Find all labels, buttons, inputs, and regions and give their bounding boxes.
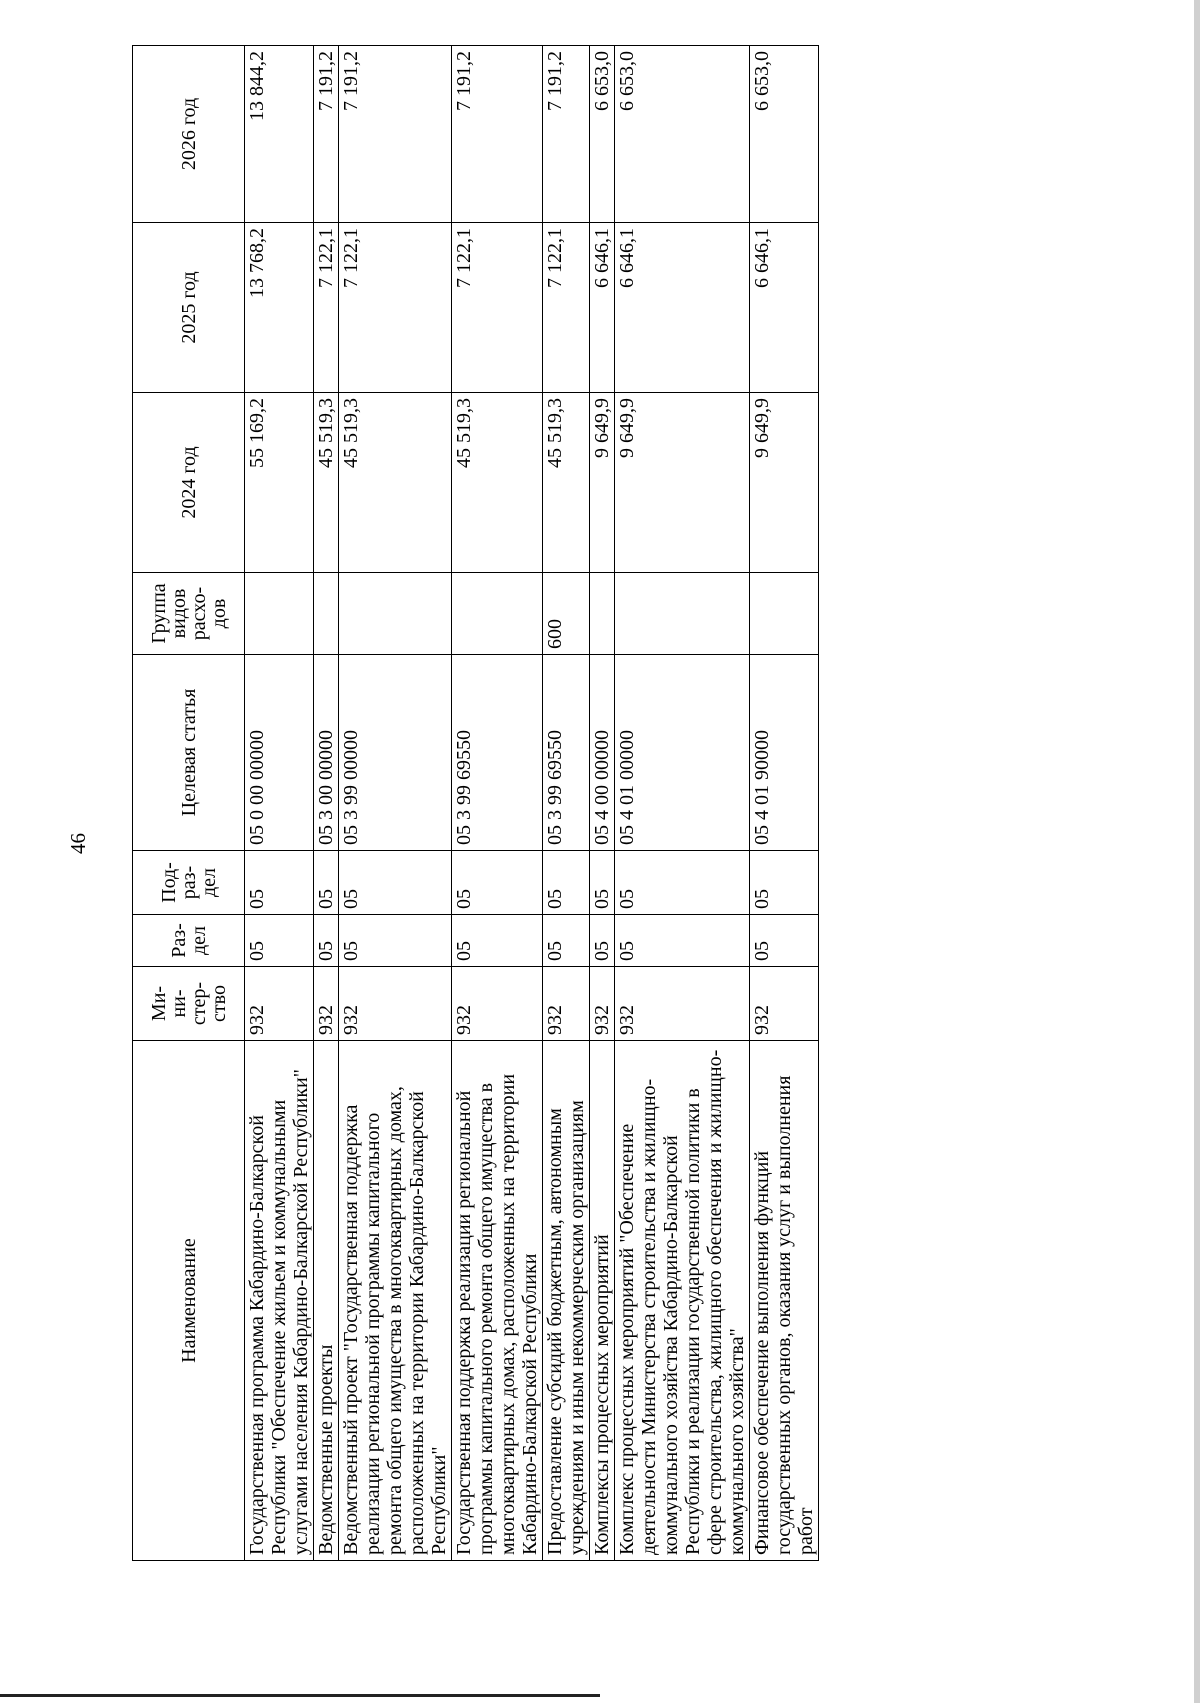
row-name-cell: Ведомственный проект "Государственная поддержка реализации региональной программы капитального ремонта общего имущества в многоквартирных домах, расположенных на территории Кабардино-Балкарской Республики" [339,1041,452,1561]
page-number: 46 [66,833,90,854]
table-row [543,46,590,1561]
header-name: Наименование [133,1041,245,1561]
table-body [245,46,819,1561]
row-section-cell: 05 [543,915,590,967]
row-expense-group-cell [750,573,819,655]
header-row [133,46,245,1561]
header-ministry: Ми- ни- стер- ство [133,967,245,1041]
row-2024-cell: 45 519,3 [314,393,339,573]
row-section-cell: 05 [339,915,452,967]
row-2024-cell: 55 169,2 [245,393,314,573]
row-expense-group-cell: 600 [543,573,590,655]
row-2026-cell: 7 191,2 [339,46,452,223]
row-2026-cell: 7 191,2 [452,46,543,223]
row-2025-cell: 6 646,1 [750,223,819,393]
header-2024: 2024 год [133,393,245,573]
row-2026-cell: 13 844,2 [245,46,314,223]
row-subsection-cell: 05 [245,851,314,915]
row-section-cell: 05 [615,915,750,967]
row-ministry-cell: 932 [314,967,339,1041]
table-row [452,46,543,1561]
row-2024-cell: 45 519,3 [543,393,590,573]
row-section-cell: 05 [452,915,543,967]
row-expense-group-cell [590,573,615,655]
row-expense-group-cell [615,573,750,655]
row-target-cell: 05 4 01 90000 [750,655,819,851]
row-section-cell: 05 [245,915,314,967]
row-ministry-cell: 932 [339,967,452,1041]
row-name-cell: Комплексы процессных мероприятий [590,1041,615,1561]
row-ministry-cell: 932 [543,967,590,1041]
row-2024-cell: 45 519,3 [339,393,452,573]
row-2026-cell: 7 191,2 [543,46,590,223]
row-target-cell: 05 3 99 69550 [452,655,543,851]
row-expense-group-cell [314,573,339,655]
row-target-cell: 05 4 00 00000 [590,655,615,851]
table-row [590,46,615,1561]
row-expense-group-cell [245,573,314,655]
table-row [339,46,452,1561]
row-subsection-cell: 05 [750,851,819,915]
row-ministry-cell: 932 [615,967,750,1041]
table-row [245,46,314,1561]
row-2025-cell: 7 122,1 [339,223,452,393]
row-target-cell: 05 0 00 00000 [245,655,314,851]
row-name-cell: Государственная программа Кабардино-Балкарской Республики "Обеспечение жильем и коммунальными услугами населения Кабардино-Балкарской Республики" [245,1041,314,1561]
header-section: Раз- дел [133,915,245,967]
row-subsection-cell: 05 [590,851,615,915]
row-expense-group-cell [452,573,543,655]
row-name-cell: Комплекс процессных мероприятий "Обеспечение деятельности Министерства строительства и жилищно-коммунального хозяйства Кабардино-Балкарской Республики и реализации государственной политики в сфере строительства, жилищного обеспечения и жилищно-коммунального хозяйства" [615,1041,750,1561]
row-name-cell: Финансовое обеспечение выполнения функций государственных органов, оказания услуг и выполнения работ [750,1041,819,1561]
row-ministry-cell: 932 [590,967,615,1041]
row-target-cell: 05 4 01 00000 [615,655,750,851]
row-2025-cell: 7 122,1 [314,223,339,393]
row-ministry-cell: 932 [750,967,819,1041]
scan-bottom-line [0,1694,600,1697]
header-expense-group: Группа видов расхо- дов [133,573,245,655]
row-2025-cell: 7 122,1 [452,223,543,393]
row-name-cell: Государственная поддержка реализации региональной программы капитального ремонта общего имущества в многоквартирных домах, расположенных на территории Кабардино-Балкарской Республики [452,1041,543,1561]
row-target-cell: 05 3 00 00000 [314,655,339,851]
row-2025-cell: 6 646,1 [590,223,615,393]
row-2026-cell: 6 653,0 [590,46,615,223]
row-name-cell: Предоставление субсидий бюджетным, автономным учреждениям и иным некоммерческим организациям [543,1041,590,1561]
row-2025-cell: 13 768,2 [245,223,314,393]
row-2025-cell: 7 122,1 [543,223,590,393]
row-2024-cell: 45 519,3 [452,393,543,573]
row-expense-group-cell [339,573,452,655]
row-2024-cell: 9 649,9 [750,393,819,573]
row-2024-cell: 9 649,9 [590,393,615,573]
row-target-cell: 05 3 99 00000 [339,655,452,851]
row-ministry-cell: 932 [245,967,314,1041]
row-2026-cell: 6 653,0 [750,46,819,223]
row-section-cell: 05 [750,915,819,967]
row-subsection-cell: 05 [452,851,543,915]
row-subsection-cell: 05 [615,851,750,915]
row-subsection-cell: 05 [314,851,339,915]
row-subsection-cell: 05 [339,851,452,915]
scan-edge [1194,0,1200,1703]
row-2026-cell: 7 191,2 [314,46,339,223]
row-ministry-cell: 932 [452,967,543,1041]
budget-table [132,45,819,1561]
header-target: Целевая статья [133,655,245,851]
row-2025-cell: 6 646,1 [615,223,750,393]
budget-table-container [132,45,819,1561]
row-section-cell: 05 [590,915,615,967]
row-section-cell: 05 [314,915,339,967]
header-subsection: Под- раз- дел [133,851,245,915]
row-subsection-cell: 05 [543,851,590,915]
table-row [314,46,339,1561]
row-name-cell: Ведомственные проекты [314,1041,339,1561]
row-2026-cell: 6 653,0 [615,46,750,223]
row-target-cell: 05 3 99 69550 [543,655,590,851]
row-2024-cell: 9 649,9 [615,393,750,573]
header-2025: 2025 год [133,223,245,393]
table-row [615,46,750,1561]
header-2026: 2026 год [133,46,245,223]
table-row [750,46,819,1561]
